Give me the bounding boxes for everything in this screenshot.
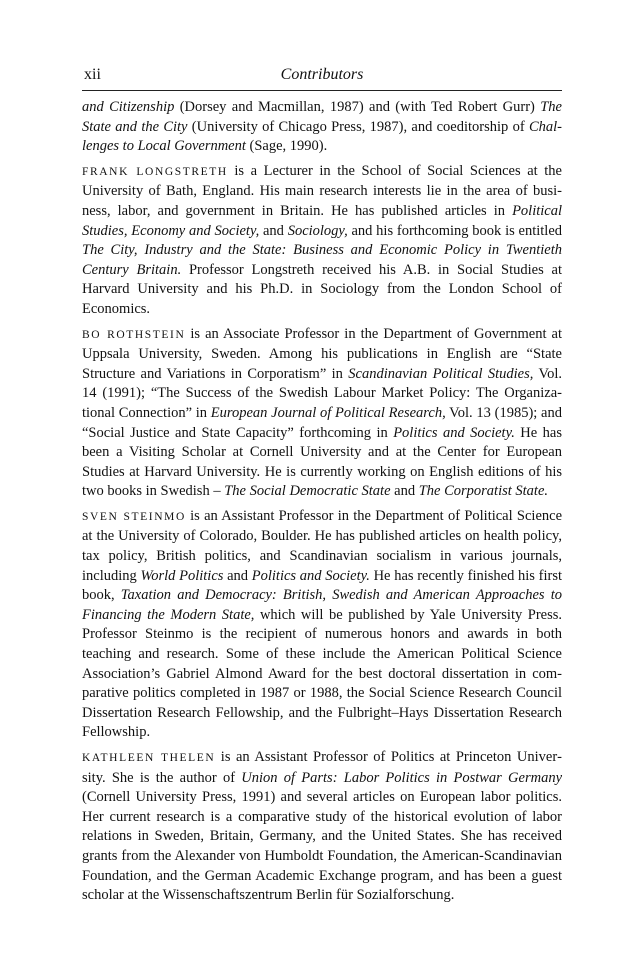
bio-text: He has recently finished his first book, (82, 567, 563, 604)
italic-title-text: and Citizenship (82, 99, 175, 115)
bio-text: Vol. 13 (1985); and “Social Justice and State Capacity” forthcoming in (82, 404, 562, 441)
italic-title-text: The City, Industry and the State: Business and Economic Policy in Twentieth Century Britain. (82, 242, 562, 278)
bio-text: Professor Longstreth received his A.B. in Social Studies at Harvard University and his Ph.D. in Sociology from the London School of Economics. (82, 261, 562, 317)
contributor-entry (82, 748, 562, 906)
bio-text: and (390, 483, 419, 500)
bio-text: which will be published by Yale University Press. Professor Steinmo is the recipient of numerous honors and awards in both teaching and research. Some of these include the American Political Science Association’s Gabriel Almond Award for the best doctoral dissertation in comparative politics completed in 1987 or 1988, the Social Science Research Council Dissertation Research Fellowship, and the Fulbright–Hays Dissertation Research Fellowship. (82, 606, 563, 741)
bio-text: is an Associate Professor in the Department of Government at Uppsala University, Sweden. Among his publications in English are “State Structure and Variations in Corporatism” in (82, 325, 562, 382)
italic-title-text: The Social Democratic State (224, 483, 391, 500)
book-page (82, 60, 562, 911)
italic-title-text: The State and the City (82, 99, 562, 135)
page-number: xii (84, 66, 101, 83)
italic-title-text: Scandinavian Political Studies, (348, 365, 534, 382)
contributors-list (82, 98, 562, 906)
bio-text: Vol. 14 (1991); “The Success of the Swedish Labour Market Policy: The Organizational Connection” in (82, 365, 562, 421)
bio-text: (Cornell University Press, 1991) and several articles on European labor politics. Her current research is a comparative study of the historical evolution of labor relations in Sweden, Britain, Germany, and the United States. She has received grants from the Alexander von Humboldt Foundation, the American-Scandinavian Foundation, and the German Academic Exchange program, and has been a guest scholar at the Wissenschaftszentrum Berlin für Sozialforschung. (82, 789, 562, 904)
italic-title-text: Challenges to Local Government (82, 118, 562, 155)
contributor-entry (82, 507, 562, 743)
italic-title-text: Political Studies, Economy and Society, (82, 202, 562, 239)
bio-text: (Dorsey and Macmillan, 1987) and (with Ted Robert Gurr) (174, 99, 541, 115)
bio-text: is a Lecturer in the School of Social Sciences at the University of Bath, England. His main research interests lie in the area of business, labor, and government in Britain. He has published articles in (82, 162, 562, 219)
bio-text: He has been a Visiting Scholar at Cornell University and at the Center for European Studies at Harvard University. He is currently working on English editions of his two books in Swedish – (82, 424, 562, 500)
italic-title-text: Politics and Society. (393, 424, 515, 441)
contributor-name: BO ROTHSTEIN (82, 328, 186, 341)
italic-title-text: Sociology, (287, 222, 348, 239)
bio-text: and (223, 567, 252, 584)
running-head (82, 60, 562, 91)
italic-title-text: Union of Parts: Labor Politics in Postwar Germany (241, 769, 563, 786)
contributor-entry (82, 325, 562, 502)
italic-title-text: Taxation and Democracy: British, Swedish and American Approaches to Financing the Modern State, (82, 587, 562, 623)
page-title: Contributors (280, 66, 364, 83)
contributor-name: KATHLEEN THELEN (82, 752, 216, 764)
bio-text: (Sage, 1990). (245, 138, 328, 155)
italic-title-text: The Corporatist State. (418, 483, 549, 500)
bio-text: is an Assistant Professor of Politics at Princeton University. She is the author of (82, 749, 562, 786)
contributor-entry (82, 98, 562, 157)
contributor-name: SVEN STEINMO (82, 510, 186, 523)
italic-title-text: Politics and Society. (251, 567, 370, 584)
contributor-entry (82, 162, 562, 320)
italic-title-text: World Politics (140, 567, 224, 584)
bio-text: (University of Chicago Press, 1987), and coeditorship of (187, 118, 529, 135)
bio-text: and his forthcoming book is entitled (347, 222, 562, 239)
italic-title-text: European Journal of Political Research, (210, 404, 446, 421)
contributor-name: FRANK LONGSTRETH (82, 165, 228, 178)
bio-text: and (259, 222, 288, 239)
bio-text: is an Assistant Professor in the Department of Political Science at the University of Colorado, Boulder. He has published articles on health policy, tax policy, British politics, and Scandinavian socialism in various journals, including (82, 507, 563, 584)
